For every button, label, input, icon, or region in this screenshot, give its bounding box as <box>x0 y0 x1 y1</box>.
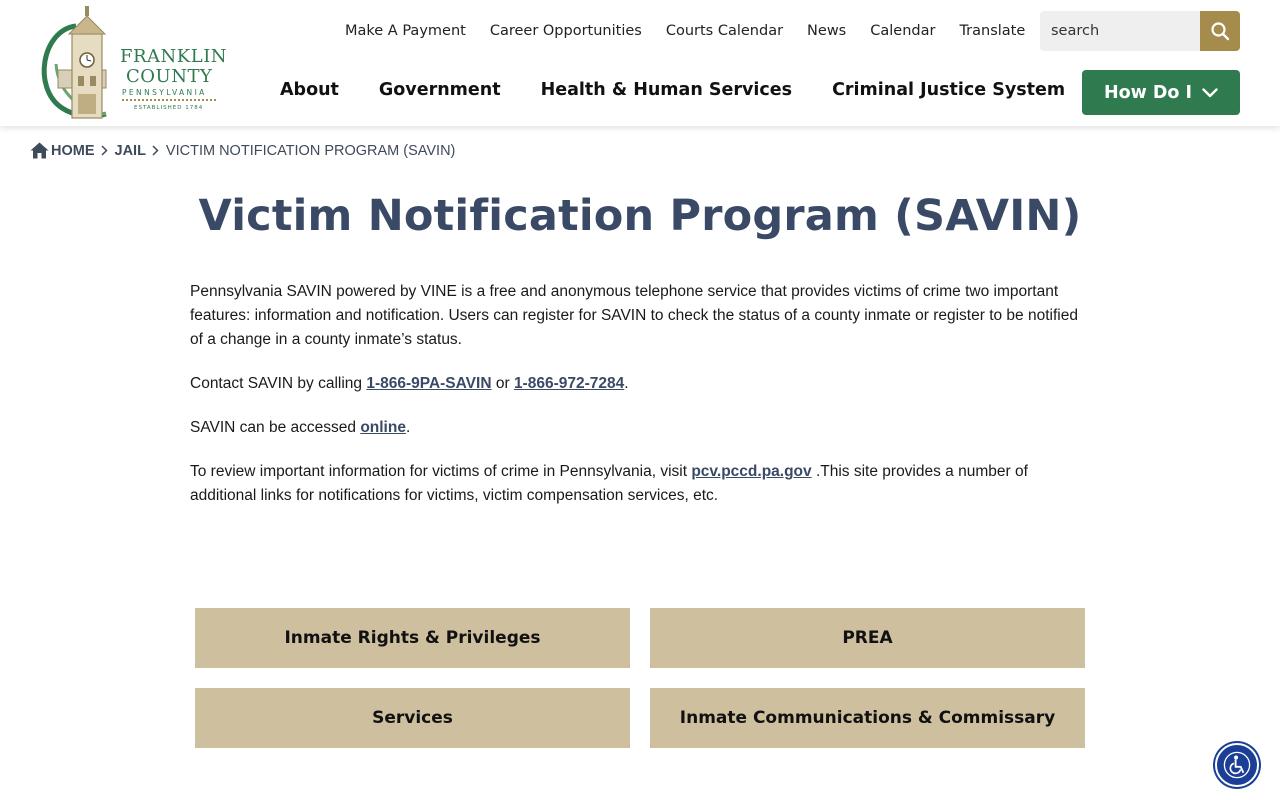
utility-link-news[interactable]: News <box>807 23 847 39</box>
contact-period: . <box>624 375 629 392</box>
breadcrumb-current: VICTIM NOTIFICATION PROGRAM (SAVIN) <box>165 142 456 159</box>
online-period: . <box>405 419 411 436</box>
how-do-i-button[interactable] <box>1082 70 1240 115</box>
nav-criminal-justice-system[interactable]: Criminal Justice System <box>832 80 1066 100</box>
tile-services[interactable]: Services <box>195 688 630 748</box>
page-title: Victim Notification Program (SAVIN) <box>198 191 1082 241</box>
breadcrumb-home[interactable] <box>30 142 95 159</box>
search-icon <box>1210 21 1230 41</box>
phone-link-numeric[interactable]: 1-866-972-7284 <box>513 375 625 392</box>
pcv-link[interactable]: pcv.pccd.pa.gov <box>691 463 812 480</box>
logo-text-county: COUNTY <box>126 66 213 87</box>
tile-inmate-rights-privileges[interactable]: Inmate Rights & Privileges <box>195 608 630 668</box>
chevron-right-icon <box>152 145 159 156</box>
online-paragraph <box>190 416 1090 440</box>
nav-government[interactable]: Government <box>378 80 501 100</box>
logo-text-state: PENNSYLVANIA <box>122 88 207 97</box>
breadcrumb-home-label: HOME <box>51 142 95 159</box>
breadcrumb-jail[interactable]: JAIL <box>114 142 146 159</box>
review-text: To review important information for victims of crime in Pennsylvania, visit <box>190 463 692 480</box>
review-text-end: .This site provides a number of additional links for notifications for victims, victim compensation services, etc. <box>190 463 1028 504</box>
tile-prea[interactable]: PREA <box>650 608 1085 668</box>
county-logo[interactable] <box>36 4 228 122</box>
logo-text-established: ESTABLISHED 1784 <box>134 105 204 111</box>
search-box <box>1040 11 1240 51</box>
online-text: SAVIN can be accessed <box>190 419 361 436</box>
main-nav <box>280 78 1105 102</box>
logo-dots <box>122 99 216 101</box>
utility-link-translate[interactable]: Translate <box>959 23 1026 39</box>
phone-link-9pa-savin[interactable]: 1-866-9PA-SAVIN <box>366 375 492 392</box>
utility-link-make-a-payment[interactable]: Make A Payment <box>345 23 466 39</box>
search-button[interactable] <box>1200 11 1240 51</box>
breadcrumb <box>30 142 455 159</box>
chevron-right-icon <box>101 145 108 156</box>
home-icon <box>30 142 49 159</box>
contact-paragraph <box>190 372 1090 396</box>
contact-text: Contact SAVIN by calling <box>190 375 367 392</box>
accessibility-button[interactable] <box>1215 743 1259 787</box>
nav-about[interactable]: About <box>280 80 339 100</box>
contact-or-text: or <box>491 375 514 392</box>
utility-nav <box>345 21 1061 41</box>
page-content <box>190 280 1090 528</box>
logo-text-franklin: FRANKLIN <box>120 46 228 67</box>
review-paragraph <box>190 460 1090 508</box>
accessibility-wheelchair-icon <box>1223 750 1251 780</box>
utility-link-career-opportunities[interactable]: Career Opportunities <box>489 23 642 39</box>
search-input[interactable] <box>1040 11 1200 51</box>
online-link[interactable]: online <box>360 419 406 436</box>
chevron-down-icon <box>1202 88 1218 98</box>
tile-inmate-communications-commissary[interactable]: Inmate Communications & Commissary <box>650 688 1085 748</box>
utility-link-calendar[interactable]: Calendar <box>870 23 936 39</box>
intro-paragraph: Pennsylvania SAVIN powered by VINE is a free and anonymous telephone service that provides victims of crime two important features: information and notification. Users can register for SAVIN to check the status of a county inmate or register to be notified of a change in a county inmate’s status. <box>190 283 1078 348</box>
site-header <box>0 0 1280 126</box>
nav-health-human-services[interactable]: Health & Human Services <box>540 80 793 100</box>
utility-link-courts-calendar[interactable]: Courts Calendar <box>665 23 784 39</box>
how-do-i-label: How Do I <box>1103 82 1193 103</box>
